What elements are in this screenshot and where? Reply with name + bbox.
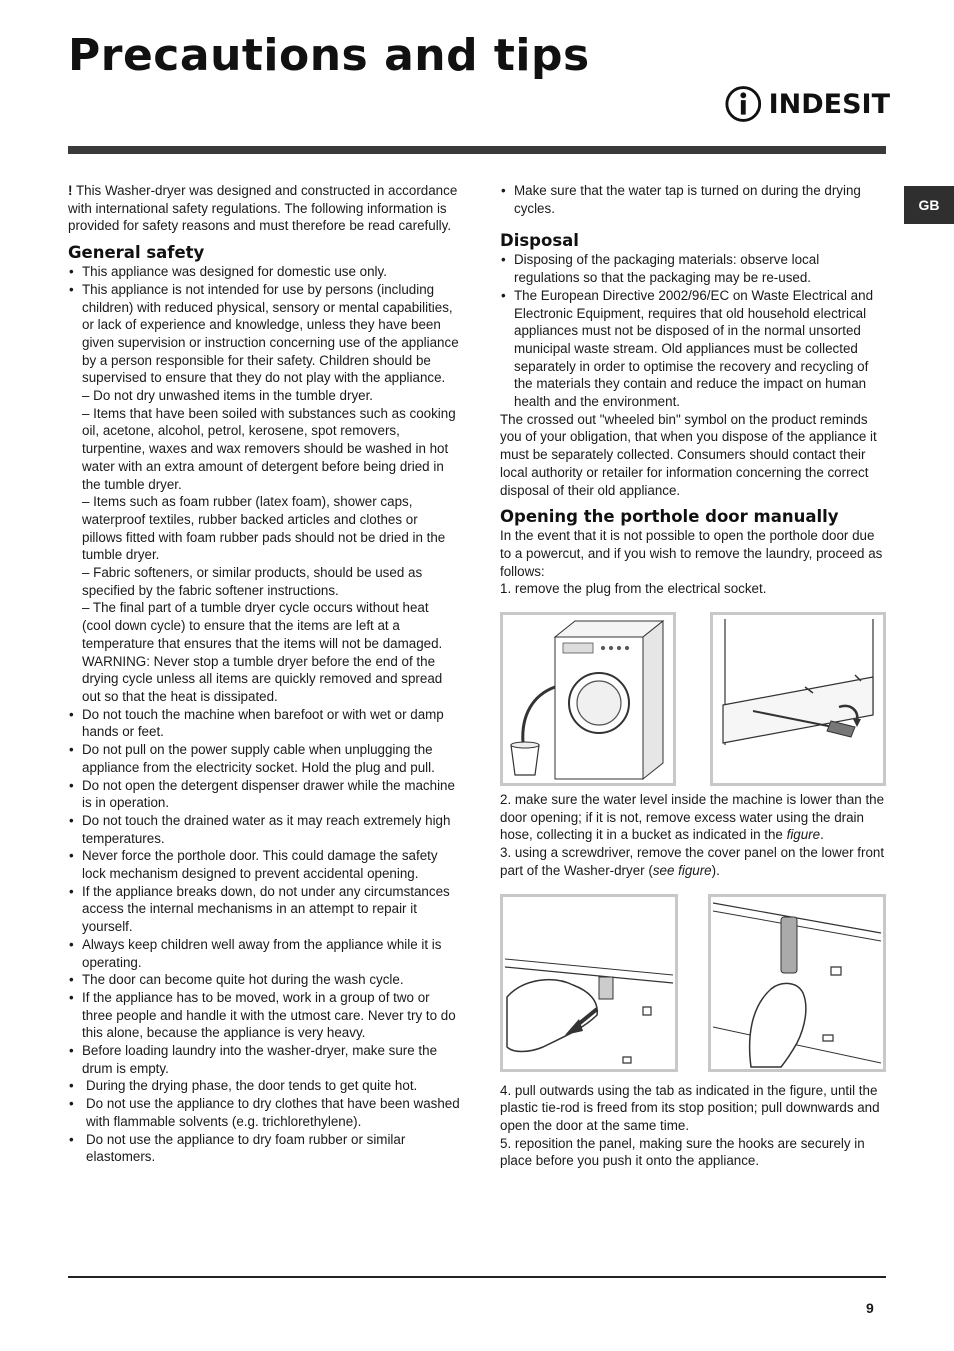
list-item: • If the appliance has to be moved, work in a group of two or three people and handle it with the utmost care. Never try to do this alone, because the appliance is very heavy.: [68, 989, 460, 1042]
general-safety-list: [68, 263, 460, 1166]
figure-row-2: [500, 894, 886, 1072]
footer-rule: [68, 1276, 886, 1278]
warning-text: WARNING: Never stop a tumble dryer before the end of the drying cycle unless all items are quickly removed and spread out so that the heat is dissipated.: [82, 653, 443, 704]
disposal-paragraph: The crossed out "wheeled bin" symbol on the product reminds you of your obligation, that when you dispose of the appliance it must be separately collected. Consumers should contact their local authority or retailer for information concerning the correct disposal of their old appliance.: [500, 411, 877, 498]
tie-rod-illustration: [711, 897, 883, 1069]
step-4: 4. pull outwards using the tab as indicated in the figure, until the plastic tie-rod is freed from its stop position; pull downwards and open the door at the same time.: [500, 1082, 880, 1133]
general-safety-heading: General safety: [68, 243, 205, 263]
sub-item: – The final part of a tumble dryer cycle occurs without heat (cool down cycle) to ensure that the items are left at a temperature that ensures that the items will not be damaged.: [82, 600, 443, 651]
header-rule: [68, 146, 886, 154]
list-item: • The door can become quite hot during the wash cycle.: [68, 971, 460, 989]
figure-row-1: [500, 612, 886, 786]
disposal-list: [500, 251, 886, 410]
list-item: • Do not use the appliance to dry foam rubber or similar elastomers.: [68, 1131, 460, 1166]
warning-mark: !: [68, 183, 73, 198]
list-item: • The European Directive 2002/96/EC on Waste Electrical and Electronic Equipment, requires that old household electrical appliances must not be disposed of in the normal unsorted municipal waste stream. Old appliances must be collected separately in order to optimise the recovery and recycling of the materials they contain and reduce the impact on human health and the environment.: [500, 287, 886, 411]
figure-tie-rod: [708, 894, 886, 1072]
sub-item: – Fabric softeners, or similar products, should be used as specified by the fabric softener instructions.: [82, 565, 423, 598]
list-item: • During the drying phase, the door tends to get quite hot.: [68, 1077, 460, 1095]
page-title: Precautions and tips: [68, 30, 590, 81]
left-column: [68, 182, 460, 1166]
page-number: 9: [866, 1300, 874, 1316]
list-item: • Do not use the appliance to dry clothes that have been washed with flammable solvents (e.g. trichlorethylene).: [68, 1095, 460, 1130]
figure-drain-hose: [500, 612, 676, 786]
disposal-heading: Disposal: [500, 231, 579, 251]
washer-drain-illustration: [503, 615, 673, 783]
sub-item: – Do not dry unwashed items in the tumble dryer.: [82, 388, 374, 404]
figure-pull-tab: [500, 894, 678, 1072]
list-item: • Never force the porthole door. This could damage the safety lock mechanism designed to prevent accidental opening.: [68, 847, 460, 882]
intro-paragraph: [68, 182, 460, 235]
list-item: • Before loading laundry into the washer-dryer, make sure the drum is empty.: [68, 1042, 460, 1077]
list-item: • Do not open the detergent dispenser drawer while the machine is in operation.: [68, 777, 460, 812]
right-column: [500, 182, 886, 1170]
indesit-logo-icon: [724, 84, 763, 124]
figure-screwdriver: [710, 612, 886, 786]
list-item: • This appliance was designed for domestic use only.: [68, 263, 460, 281]
porthole-intro: In the event that it is not possible to open the porthole door due to a powercut, and if you wish to remove the laundry, proceed as follows:: [500, 528, 883, 579]
step-2: 2. make sure the water level inside the machine is lower than the door opening; if it is not, remove excess water using the drain hose, collecting it in a bucket as indicated in the figure.: [500, 792, 885, 843]
step-3: 3. using a screwdriver, remove the cover panel on the lower front part of the Washer-dryer (see figure).: [500, 845, 885, 878]
list-item: • Make sure that the water tap is turned on during the drying cycles.: [500, 182, 886, 217]
list-item: • Always keep children well away from the appliance while it is operating.: [68, 936, 460, 971]
list-item-text: • This appliance is not intended for use by persons (including children) with reduced physical, sensory or mental capabilities, or lack of experience and knowledge, unless they have been given supervision or instruction concerning use of the appliance by a person responsible for their safety. Children should be supervised to ensure that they do not play with the appliance.: [82, 281, 459, 386]
pull-tab-illustration: [503, 897, 675, 1069]
list-item: • Do not touch the drained water as it may reach extremely high temperatures.: [68, 812, 460, 847]
sub-item: – Items that have been soiled with substances such as cooking oil, acetone, alcohol, petrol, kerosene, spot removers, turpentine, waxes and wax removers should be washed in hot water with an extra amount of detergent before being dried in the tumble dryer.: [82, 405, 456, 492]
list-item: • If the appliance breaks down, do not under any circumstances access the internal mechanisms in an attempt to repair it yourself.: [68, 883, 460, 936]
panel-screwdriver-illustration: [713, 615, 883, 783]
step-1: 1. remove the plug from the electrical socket.: [500, 581, 767, 597]
sub-item: – Items such as foam rubber (latex foam), shower caps, waterproof textiles, rubber backed articles and clothes or pillows fitted with foam rubber pads should not be dried in the tumble dryer.: [82, 494, 446, 563]
brand-logo: [724, 84, 890, 124]
list-item: • Do not pull on the power supply cable when unplugging the appliance from the electricity socket. Hold the plug and pull.: [68, 741, 460, 776]
intro-text: This Washer-dryer was designed and constructed in accordance with international safety regulations. The following information is provided for safety reasons and must therefore be read carefully.: [68, 183, 458, 234]
brand-name: INDESIT: [768, 88, 890, 120]
porthole-heading: Opening the porthole door manually: [500, 507, 839, 527]
list-item: [68, 281, 460, 706]
drying-list: [500, 182, 886, 217]
language-tab: GB: [904, 186, 954, 224]
step-5: 5. reposition the panel, making sure the hooks are securely in place before you push it onto the appliance.: [500, 1135, 865, 1169]
list-item: • Disposing of the packaging materials: observe local regulations so that the packaging may be re-used.: [500, 251, 886, 286]
list-item: • Do not touch the machine when barefoot or with wet or damp hands or feet.: [68, 706, 460, 741]
